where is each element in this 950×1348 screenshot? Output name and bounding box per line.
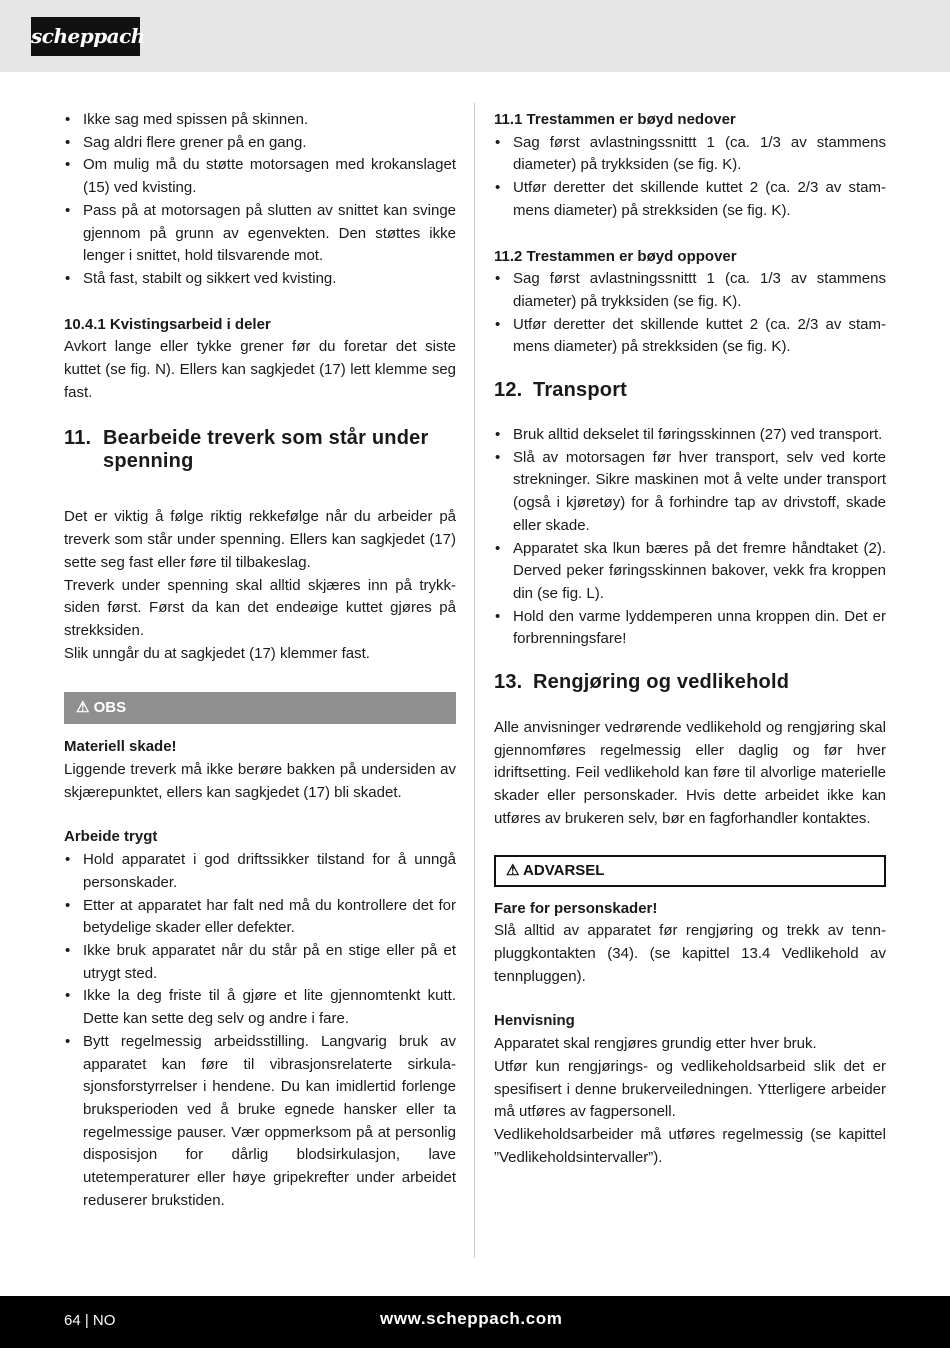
advarsel-warning-box: ⚠ ADVARSEL <box>494 855 886 887</box>
column-divider <box>474 103 475 1258</box>
safety-bullet-list <box>64 849 456 1212</box>
footer-bar <box>0 1296 950 1348</box>
section-title: Transport <box>533 379 628 402</box>
list-item: • Hold apparatet i god driftssikker tilstand for å unngå personskader. <box>64 849 456 894</box>
list-item: • Slå av motorsagen før hver transport, selv ved korte strekninger. Sikre maskinen mot å velte under transport (også i kjøretøy) for å forhindre tap av drivstoff, skade eller skade. <box>494 447 886 538</box>
list-item: • Sag først avlastningssnittt 1 (ca. 1/3 av stammens diameter) på trykksiden (se fig. K). <box>494 268 886 313</box>
warning-heading: Fare for personskader! <box>494 899 658 917</box>
list-item: • Om mulig må du støtte motorsagen med krokanslaget (15) ved kvisting. <box>64 154 456 199</box>
list-item: • Stå fast, stabilt og sikkert ved kvisting. <box>64 268 456 291</box>
website-url: www.scheppach.com <box>380 1309 563 1328</box>
paragraph: Vedlikeholdsarbeider må utføres regelmessig (se kapittel ”Vedlikeholdsintervaller”). <box>494 1125 886 1166</box>
list-item: • Utfør deretter det skillende kuttet 2 (ca. 2/3 av stammens diameter) på strekksiden (se fig. K). <box>494 177 886 222</box>
list-item: • Bytt regelmessig arbeidsstilling. Langvarig bruk av apparatet kan føre til vibrasjonsrelaterte sirkulasjonsforstyrrelser i hendene. Du kan imidlertid forlenge bruksperioden ved å bruke egnede hansker eller ta regelmessige pauser. Vær oppmerksom på at personlig disposisjon for dårlig blodsirkulasjon, lave utetemperaturer eller høye gripekrefter under arbeidet reduserer brukstiden. <box>64 1031 456 1213</box>
paragraph: Avkort lange eller tykke grener før du foretar det siste kuttet (se fig. N). Ellers kan sagkjedet (17) lett klemme seg fast. <box>64 338 456 401</box>
list-item: • Sag aldri flere grener på en gang. <box>64 132 456 155</box>
paragraph: Apparatet skal rengjøres grundig etter hver bruk. <box>494 1035 817 1053</box>
paragraph: Utfør kun rengjørings- og vedlikeholdsarbeid slik det er spesifisert i denne brukerveiledningen. Ytterligere arbeider må utføres av fagpersonell. <box>494 1057 886 1121</box>
list-item: • Sag først avlastningssnittt 1 (ca. 1/3 av stammens diameter) på trykksiden (se fig. K). <box>494 132 886 177</box>
right-column <box>494 109 886 1169</box>
bullet-list <box>494 268 886 359</box>
notice-heading: Materiell skade! <box>64 738 177 756</box>
list-item: • Utfør deretter det skillende kuttet 2 (ca. 2/3 av stammens diameter) på strekksiden (se fig. K). <box>494 314 886 359</box>
list-item: • Apparatet ska lkun bæres på det fremre håndtaket (2). Derved peker føringsskinnen bakover, vekk fra kroppen din (se fig. L). <box>494 538 886 606</box>
paragraph: Treverk under spenning skal alltid skjæres inn på trykksiden først. Først da kan det endeøige kuttet gjøres på strekksiden. <box>64 576 456 639</box>
paragraph: Liggende treverk må ikke berøre bakken på undersiden av skjærepunktet, ellers kan sagkjedet (17) bli skadet. <box>64 761 456 801</box>
list-item: • Hold den varme lyddemperen unna kroppen din. Det er forbrenningsfare! <box>494 606 886 651</box>
section-heading-11-2: 11.2 Trestammen er bøyd oppover <box>494 247 737 265</box>
list-item: • Bruk alltid dekselet til føringsskinnen (27) ved transport. <box>494 424 886 447</box>
subsection-heading: Henvisning <box>494 1012 575 1030</box>
list-item: • Ikke bruk apparatet når du står på en stige eller på et utrygt sted. <box>64 940 456 985</box>
bullet-list <box>494 132 886 223</box>
section-number: 12. <box>494 379 523 402</box>
subsection-heading: Arbeide trygt <box>64 828 158 846</box>
header-band <box>0 0 950 72</box>
section-heading-11 <box>64 427 456 473</box>
section-number: 11. <box>64 427 92 450</box>
section-heading-11-1: 11.1 Trestammen er bøyd nedover <box>494 111 736 128</box>
paragraph: Alle anvisninger vedrørende vedlikehold og rengjøring skal gjennomføres regelmessig eller daglig og før hver idriftsetting. Feil vedlikehold kan føre til alvorlige materielle skader eller personskader. Hvis dette arbeidet ikke kan utføres av brukeren selv, bør en fagforhandler kontaktes. <box>494 719 886 827</box>
paragraph: Slik unngår du at sagkjedet (17) klemmer fast. <box>64 644 370 662</box>
obs-notice-box: ⚠ OBS <box>64 692 456 724</box>
section-title: Rengjøring og vedlikehold <box>533 671 790 694</box>
section-title: Bearbeide treverk som står under spenning <box>103 427 429 473</box>
list-item: • Ikke sag med spissen på skinnen. <box>64 109 456 132</box>
list-item: • Ikke la deg friste til å gjøre et lite gjennomtenkt kutt. Dette kan sette deg selv og andre i fare. <box>64 985 456 1030</box>
transport-bullet-list <box>494 424 886 651</box>
section-heading-13 <box>494 671 886 694</box>
section-heading-10-4-1: 10.4.1 Kvistingsarbeid i deler <box>64 315 271 333</box>
paragraph: Slå alltid av apparatet før rengjøring og trekk av tennpluggkontakten (34). (se kapittel 13.4 Vedlikehold av tennpluggen). <box>494 922 886 985</box>
left-column <box>64 109 456 1212</box>
list-item: • Pass på at motorsagen på slutten av snittet kan svinge gjennom på grunn av egenvekten. Den støttes ikke lenger i snittet, hold tilsvarende mot. <box>64 200 456 268</box>
section-number: 13. <box>494 671 523 694</box>
list-item: • Etter at apparatet har falt ned må du kontrollere det for betydelige skader eller defekter. <box>64 895 456 940</box>
paragraph: Det er viktig å følge riktig rekkefølge når du arbeider på treverk som står under spenning. Ellers kan sagkjedet (17) sette seg fast eller føre til tilbakeslag. <box>64 508 456 571</box>
page-number: 64 | NO <box>64 1312 116 1329</box>
intro-bullet-list <box>64 109 456 291</box>
brand-logo: scheppach <box>31 17 140 56</box>
section-heading-12 <box>494 379 886 402</box>
